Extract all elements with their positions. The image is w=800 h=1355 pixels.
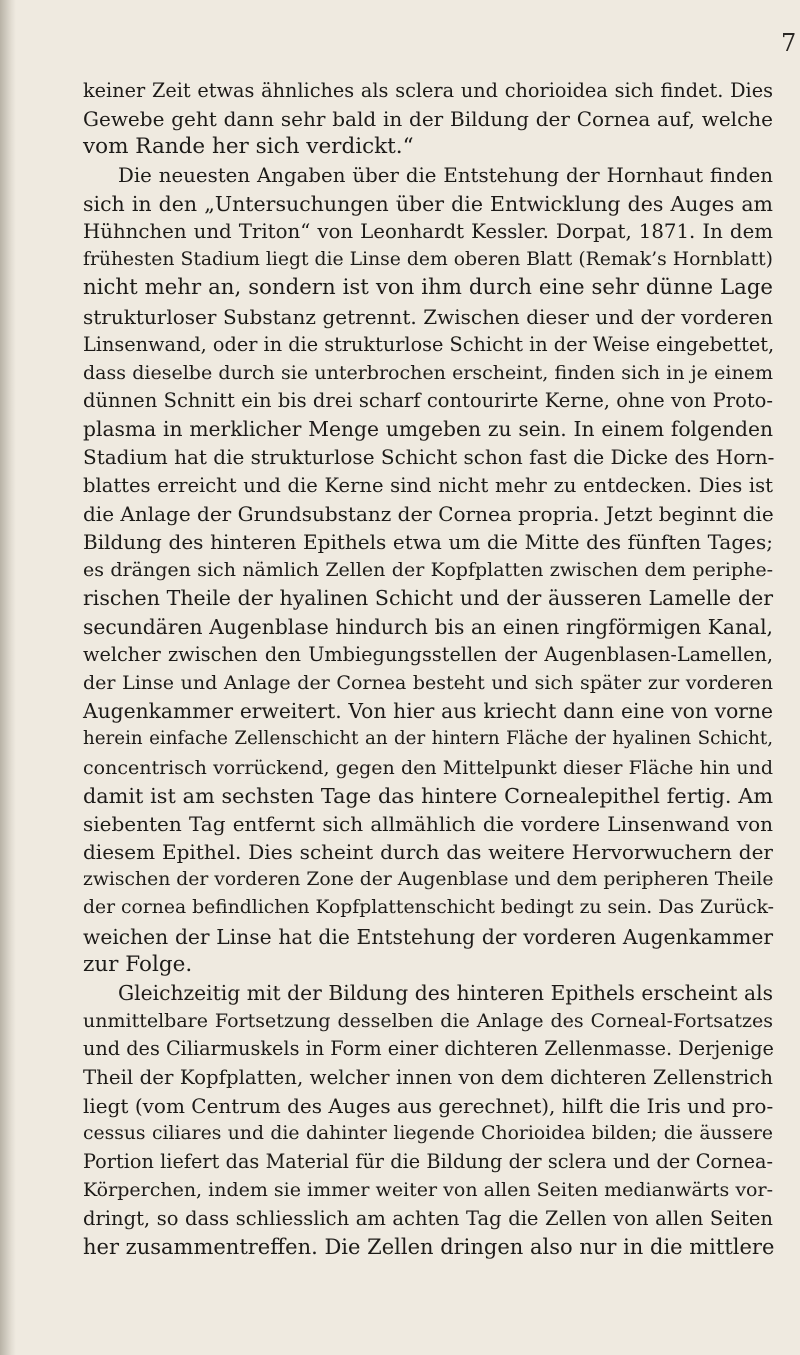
text-line: zwischen der vorderen Zone der Augenblase und dem peripheren Theile	[83, 869, 774, 891]
text-line: Linsenwand, oder in die strukturlose Schicht in der Weise eingebettet,	[83, 332, 775, 356]
text-line: cessus ciliares und die dahinter liegende Chorioidea bilden; die äussere	[83, 1122, 773, 1144]
text-line: unmittelbare Fortsetzung desselben die Anlage des Corneal-Fortsatzes	[83, 1010, 773, 1033]
text-line: weichen der Linse hat die Entstehung der vorderen Augenkammer	[83, 924, 773, 949]
text-line: Gleichzeitig mit der Bildung des hinteren Epithels erscheint als	[118, 981, 773, 1005]
text-line: siebenten Tag entfernt sich allmählich die vordere Linsenwand von	[83, 811, 773, 836]
text-line: zur Folge.	[83, 951, 193, 977]
text-line: dass dieselbe durch sie unterbrochen erscheint, finden sich in je einem	[83, 361, 773, 384]
text-line: Theil der Kopfplatten, welcher innen von dem dichteren Zellenstrich	[83, 1065, 773, 1089]
text-line: frühesten Stadium liegt die Linse dem oberen Blatt (Remak’s Hornblatt)	[83, 249, 773, 271]
page-number: 7	[781, 29, 797, 57]
text-line: vom Rande her sich verdickt.“	[83, 134, 414, 160]
text-line: Körperchen, indem sie immer weiter von allen Seiten medianwärts vor-	[83, 1179, 773, 1202]
text-line: herein einfache Zellenschicht an der hintern Fläche der hyalinen Schicht,	[83, 728, 773, 750]
text-line: Gewebe geht dann sehr bald in der Bildung der Cornea auf, welche	[83, 107, 773, 132]
text-line: die Anlage der Grundsubstanz der Cornea propria. Jetzt beginnt die	[83, 501, 774, 526]
text-line: plasma in merklicher Menge umgeben zu sein. In einem folgenden	[83, 417, 773, 442]
text-line: dringt, so dass schliesslich am achten Tag die Zellen von allen Seiten	[83, 1206, 773, 1230]
text-line: welcher zwischen den Umbiegungsstellen der Augenblasen-Lamellen,	[83, 642, 773, 666]
text-line: Augenkammer erweitert. Von hier aus kriecht dann eine von vorne	[83, 699, 773, 724]
text-line: dünnen Schnitt ein bis drei scharf contourirte Kerne, ohne von Proto-	[83, 389, 773, 413]
text-line: Stadium hat die strukturlose Schicht schon fast die Dicke des Horn-	[83, 445, 775, 470]
text-line: keiner Zeit etwas ähnliches als sclera und chorioidea sich findet. Dies	[83, 79, 773, 102]
text-line: Bildung des hinteren Epithels etwa um die Mitte des fünften Tages;	[83, 530, 773, 554]
text-line: rischen Theile der hyalinen Schicht und der äusseren Lamelle der	[83, 586, 773, 611]
text-line: nicht mehr an, sondern ist von ihm durch eine sehr dünne Lage	[83, 275, 773, 301]
text-line: strukturloser Substanz getrennt. Zwischen dieser und der vorderen	[83, 304, 773, 329]
text-line: damit ist am sechsten Tage das hintere Cornealepithel fertig. Am	[83, 783, 773, 808]
text-line: der Linse und Anlage der Cornea besteht und sich später zur vorderen	[83, 671, 773, 694]
text-line: liegt (vom Centrum des Auges aus gerechnet), hilft die Iris und pro-	[83, 1093, 774, 1118]
text-line: Die neuesten Angaben über die Entstehung der Hornhaut finden	[118, 163, 773, 187]
page-edge-shadow	[0, 0, 16, 1355]
text-line: diesem Epithel. Dies scheint durch das weitere Hervorwuchern der	[83, 840, 773, 865]
body-text	[83, 77, 773, 1261]
text-line: her zusammentreffen. Die Zellen dringen also nur in die mittlere	[83, 1234, 775, 1259]
text-line: Portion liefert das Material für die Bildung der sclera und der Cornea-	[83, 1150, 773, 1174]
text-line: es drängen sich nämlich Zellen der Kopfplatten zwischen dem periphe-	[83, 559, 773, 582]
text-line: Hühnchen und Triton“ von Leonhardt Kessler. Dorpat, 1871. In dem	[83, 219, 773, 243]
text-line: der cornea befindlichen Kopfplattenschicht bedingt zu sein. Das Zurück-	[83, 897, 774, 919]
text-line: sich in den „Untersuchungen über die Entwicklung des Auges am	[83, 191, 773, 216]
text-line: concentrisch vorrückend, gegen den Mittelpunkt dieser Fläche hin und	[83, 756, 773, 779]
text-line: und des Ciliarmuskels in Form einer dichteren Zellenmasse. Derjenige	[83, 1037, 774, 1061]
text-line: secundären Augenblase hindurch bis an einen ringförmigen Kanal,	[83, 614, 773, 639]
text-line: blattes erreicht und die Kerne sind nicht mehr zu entdecken. Dies ist	[83, 473, 773, 497]
